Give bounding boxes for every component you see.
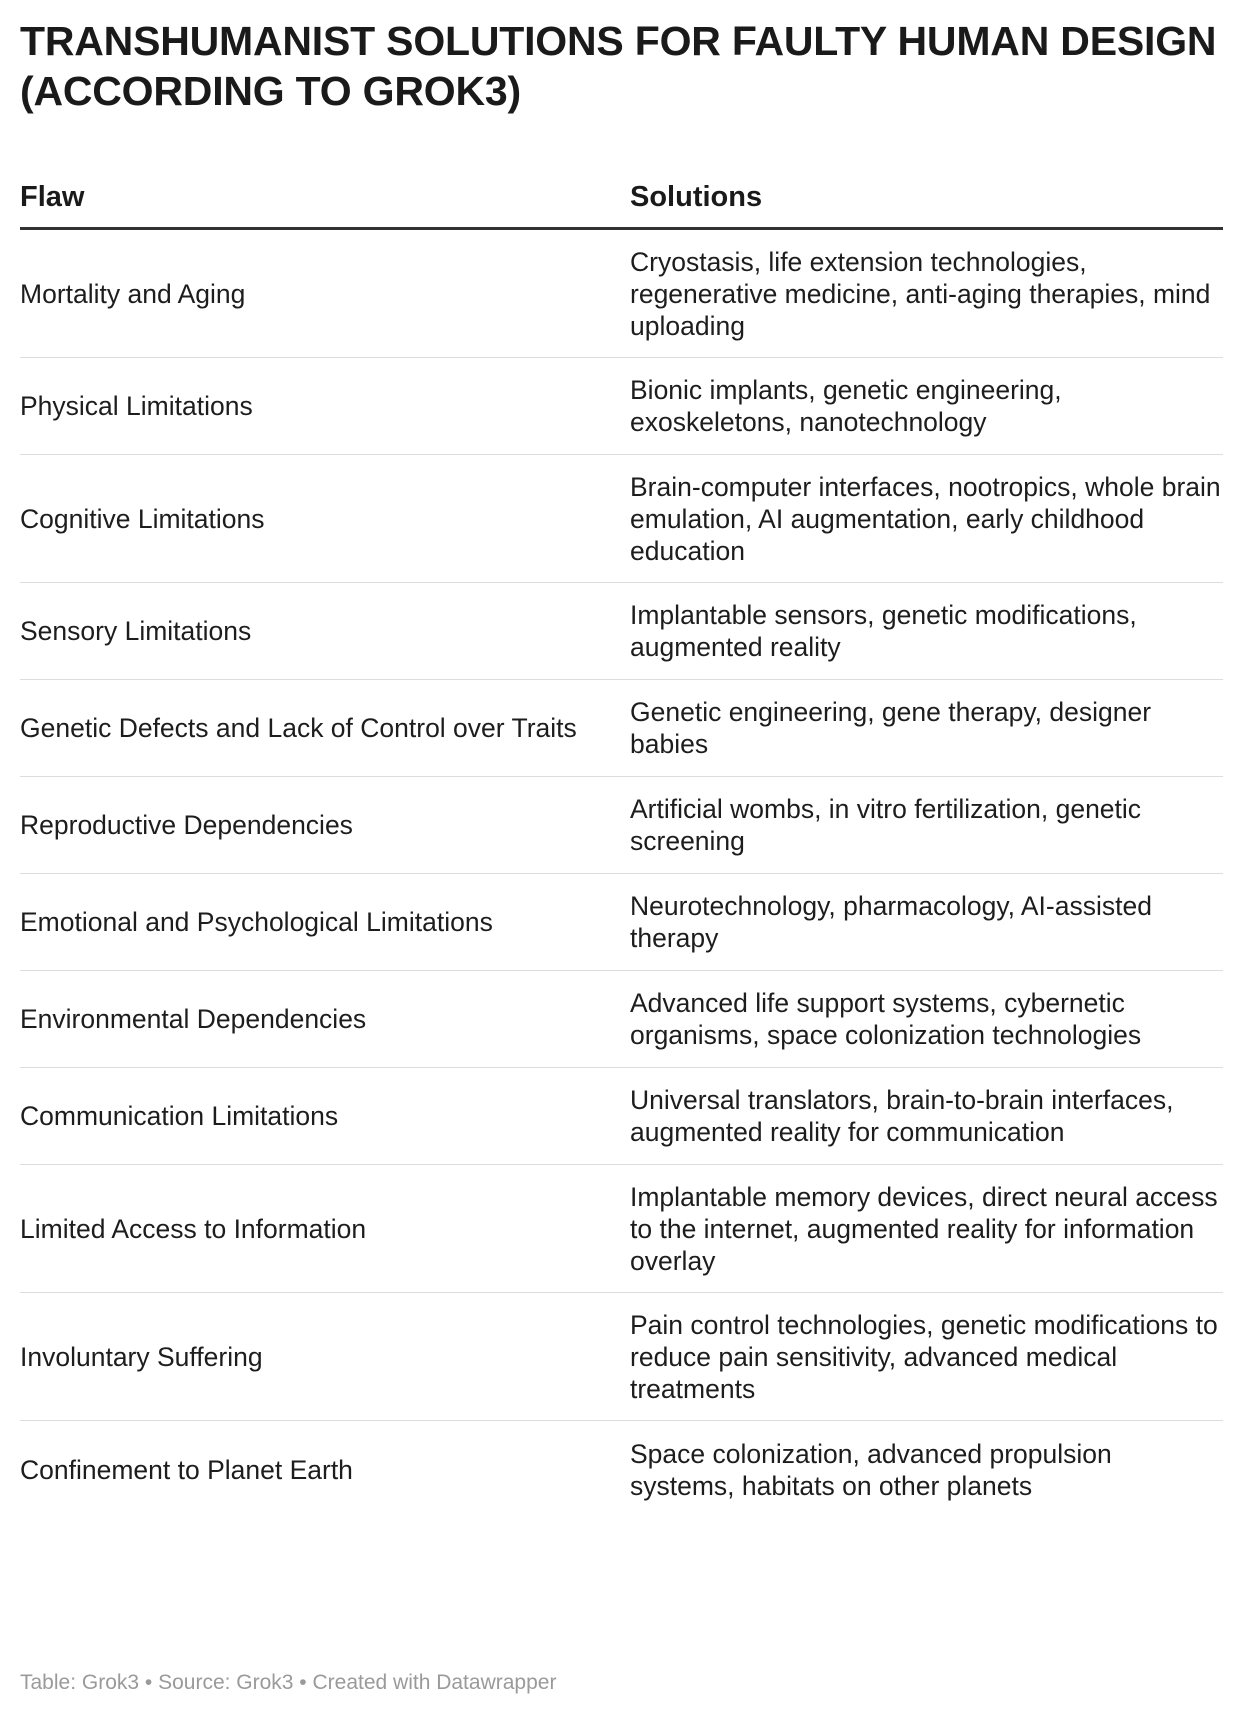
cell-solutions: Space colonization, advanced propulsion systems, habitats on other planets: [630, 1438, 1112, 1501]
cell-flaw: Involuntary Suffering: [20, 1341, 263, 1372]
cell-solutions: Bionic implants, genetic engineering, exoskeletons, nanotechnology: [630, 375, 1062, 437]
cell-solutions: Artificial wombs, in vitro fertilization, genetic screening: [630, 794, 1142, 856]
table-row: [20, 971, 1223, 1068]
cell-flaw: Genetic Defects and Lack of Control over Traits: [20, 713, 577, 743]
table-row: [20, 358, 1223, 455]
table-body: [20, 230, 1223, 1518]
cell-flaw: Reproductive Dependencies: [20, 810, 353, 840]
cell-flaw: Physical Limitations: [20, 391, 253, 421]
column-header-solutions: Solutions: [630, 181, 763, 213]
table-row: [20, 1293, 1223, 1421]
table-row: [20, 1165, 1223, 1293]
cell-flaw: Sensory Limitations: [20, 616, 252, 646]
table-row: [20, 583, 1223, 680]
table-row: [20, 874, 1223, 971]
cell-solutions: Implantable memory devices, direct neural access to the internet, augmented reality for information overlay: [630, 1181, 1218, 1276]
table-row: [20, 1421, 1223, 1518]
cell-solutions: Implantable sensors, genetic modifications, augmented reality: [630, 600, 1137, 662]
data-table: [20, 168, 1223, 1518]
cell-flaw: Mortality and Aging: [20, 278, 246, 309]
cell-solutions: Universal translators, brain-to-brain interfaces, augmented reality for communication: [630, 1085, 1174, 1147]
cell-solutions: Advanced life support systems, cybernetic organisms, space colonization technologies: [630, 988, 1142, 1050]
cell-flaw: Limited Access to Information: [20, 1213, 367, 1244]
footer-credit: Table: Grok3 • Source: Grok3 • Created with Datawrapper: [20, 1671, 557, 1694]
table-row: [20, 1068, 1223, 1165]
table-row: [20, 680, 1223, 777]
table-row: [20, 230, 1223, 358]
cell-flaw: Communication Limitations: [20, 1101, 339, 1131]
chart-title: TRANSHUMANIST SOLUTIONS FOR FAULTY HUMAN DESIGN (ACCORDING TO GROK3): [20, 18, 1217, 114]
table-header: [20, 168, 1223, 230]
cell-flaw: Environmental Dependencies: [20, 1004, 367, 1034]
cell-solutions: Brain-computer interfaces, nootropics, whole brain emulation, AI augmentation, early childhood education: [630, 471, 1221, 566]
table-row: [20, 455, 1223, 583]
column-header-flaw: Flaw: [20, 181, 85, 213]
cell-flaw: Cognitive Limitations: [20, 503, 265, 534]
cell-solutions: Cryostasis, life extension technologies, regenerative medicine, anti-aging therapies, mind uploading: [630, 246, 1211, 341]
cell-flaw: Emotional and Psychological Limitations: [20, 907, 493, 937]
cell-solutions: Neurotechnology, pharmacology, AI-assisted therapy: [630, 891, 1152, 953]
cell-flaw: Confinement to Planet Earth: [20, 1454, 353, 1485]
table-row: [20, 777, 1223, 874]
cell-solutions: Genetic engineering, gene therapy, designer babies: [630, 697, 1152, 759]
cell-solutions: Pain control technologies, genetic modifications to reduce pain sensitivity, advanced medical treatments: [630, 1309, 1218, 1404]
